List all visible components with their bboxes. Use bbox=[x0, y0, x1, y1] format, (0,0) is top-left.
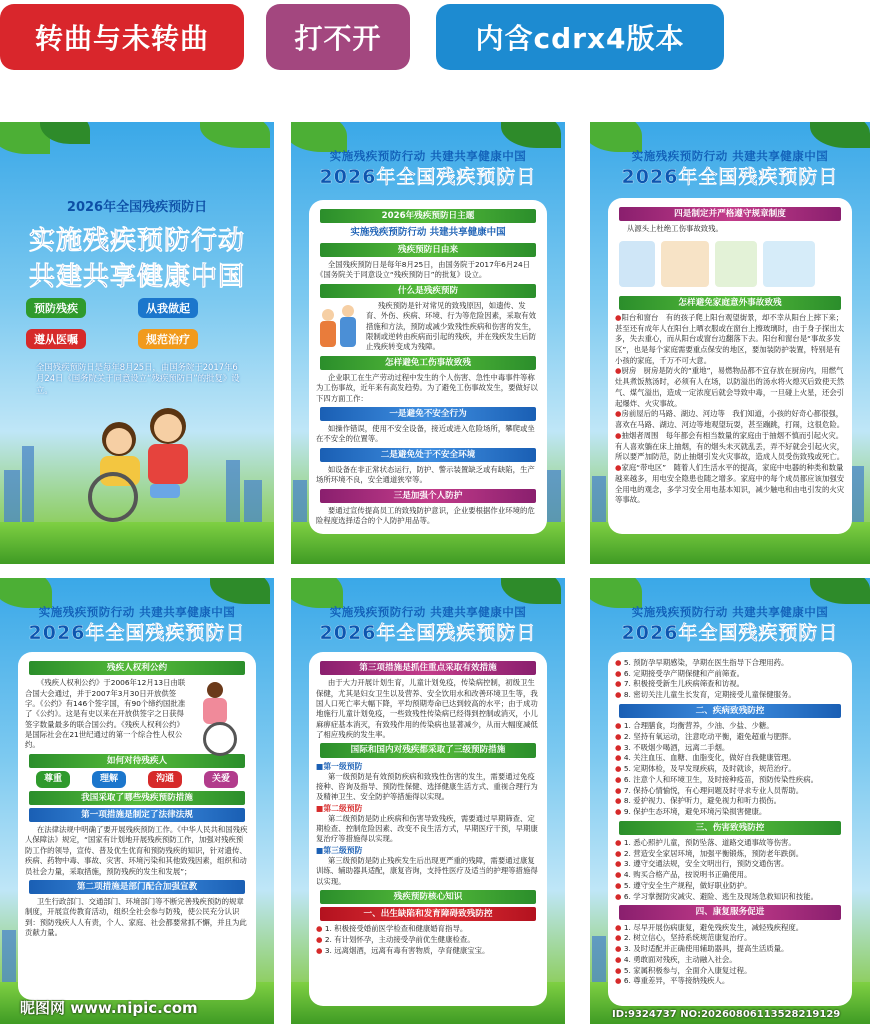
d-item-3: ● 3. 及时适配并正确使用辅助器具，提高生活质量。 bbox=[615, 944, 789, 954]
s2-text: 如设备在非正常状态运行，防护、警示装置缺乏或有缺陷，生产场所环境不良，安全通道狭窄等。 bbox=[316, 465, 535, 485]
s1-text: 如操作错误，使用不安全设备，接近或进入危险场所，攀爬或坐在不安全的位置等。 bbox=[316, 424, 535, 444]
b-item-2: ● 2. 坚持有氧运动，注意吃动平衡，避免超重与肥胖。 bbox=[615, 731, 796, 741]
s3-text: 要通过宣传提高员工的致残防护意识，企业要根据作业环境的危险程度选择适合的个人防护用品等。 bbox=[316, 505, 535, 526]
pill-follow-advice: 遵从医嘱 bbox=[26, 329, 86, 349]
rule-bar: 四是制定并严格遵守规章制度 bbox=[619, 207, 841, 221]
a-item-6: ● 6. 定期接受孕产期保健和产前筛查。 bbox=[615, 668, 745, 678]
a-item-5: ● 5. 预防孕早期感染，孕期在医生指导下合理用药。 bbox=[615, 658, 789, 667]
m1-text: 在法律法规中明确了要开展残疾预防工作。《中华人民共和国残疾人保障法》规定，“国家有计划地开展残疾预防工作，加强对残疾预防工作的领导，宣传、普及优生优育和预防残疾的知识，针对遗传、疾病、药物中毒、事故、灾害、环境污染和其他致残因素，组织和动员社会力量，采取措施，预防残疾的发生和发展”； bbox=[25, 825, 248, 876]
poster4-card bbox=[18, 652, 256, 1000]
m3-bar: 第三项措施是抓住重点采取有效措施 bbox=[320, 661, 536, 675]
poster-2 bbox=[291, 122, 565, 564]
what-text: 残疾预防是针对常见的致残原因，如遗传、发育、外伤、疾病、环境、行为等危险因素，采取有效措施和方法，预防或减少致残性疾病和伤害的发生，限制或逆转由疾病而引起的残疾，并在残疾发生后防止残疾转变成为残障。 bbox=[366, 300, 536, 352]
l3-text: 第三级预防是防止残疾发生后出现更严重的残障，需要通过康复训练、辅助器具适配，康复咨询，支持性医疗及适当的护理等措施得以实现。 bbox=[316, 855, 538, 886]
core1-bar: 一、出生缺陷和发育障碍致残防控 bbox=[320, 907, 536, 921]
home-bar: 怎样避免家庭意外事故致残 bbox=[619, 296, 841, 310]
poster1-main-line1: 实施残疾预防行动 bbox=[28, 226, 245, 256]
conv-text: 《残疾人权利公约》于2006年12月13日由联合国大会通过，并于2007年3月30日开放供签字。《公约》有146个签字国，有90个缔约国批准了《公约》。这是有史以来在开放供签字之日获得签字数量最多的联合国公约。《残疾人权利公约》是国际社会在21世纪通过的第一个综合性人权公约。 bbox=[25, 678, 186, 750]
core1-item-2: ● 2. 有计划怀孕，主动接受孕前优生健康检查。 bbox=[316, 935, 475, 945]
poster2-card bbox=[309, 200, 547, 534]
d-item-6: ● 6. 尊重差异，平等接纳残疾人。 bbox=[615, 976, 730, 986]
pill-start-with-me: 从我做起 bbox=[138, 298, 198, 318]
l1-text: 第一级预防是有效预防疾病和致残性伤害的发生，需要通过免疫接种、咨询及指导、预防性保健、选择健康生活方式、重视合理行为及精神卫生、安全防护等措施得以实现。 bbox=[316, 771, 538, 802]
a-item-7: ● 7. 积极接受新生儿疾病筛查和访视。 bbox=[615, 679, 745, 689]
b-item-1: ● 1. 合理膳食，均衡营养，少油、少盐、少糖。 bbox=[615, 721, 774, 731]
poster3-slogan: 实施残疾预防行动 共建共享健康中国 bbox=[631, 149, 829, 163]
c-item-3: ● 3. 遵守交通法规，安全文明出行，预防交通伤害。 bbox=[615, 859, 789, 869]
poster-5 bbox=[291, 578, 565, 1024]
treat-communicate: 沟通 bbox=[148, 771, 182, 788]
d-item-5: ● 5. 家属积极参与，全面介入康复过程。 bbox=[615, 965, 752, 975]
b-item-4: ● 4. 关注血压、血糖、血脂变化，做好自我健康管理。 bbox=[615, 753, 796, 763]
b-item-3: ● 3. 不吸烟少喝酒，远离二手烟。 bbox=[615, 742, 730, 752]
d-item-2: ● 2. 树立信心，坚持系统规范康复治疗。 bbox=[615, 933, 752, 943]
pill-standard-treatment: 规范治疗 bbox=[138, 329, 198, 349]
poster2-title: 2026年全国残疾预防日 bbox=[319, 166, 537, 188]
origin-text: 全国残疾预防日是每年8月25日，由国务院于2017年6月24日《国务院关于同意设立“残疾预防日”的批复》设立。 bbox=[316, 259, 531, 280]
l2-text: 第二级预防是防止疾病和伤害导致残疾，需要通过早期筛查、定期检查、控制危险因素、改变不良生活方式，早期医疗干预，早期康复治疗等措施得以实现。 bbox=[316, 813, 538, 844]
rule-text: 从源头上杜绝工伤事故致残。 bbox=[626, 224, 723, 234]
treat-care: 关爱 bbox=[204, 771, 238, 788]
m2-bar: 第二项措施是部门配合加强宣教 bbox=[29, 880, 245, 894]
b-item-9: ● 9. 保护生态环境，避免环境污染损害健康。 bbox=[615, 807, 767, 817]
b-item-7: ● 7. 保持心情愉悦，有心理问题及时寻求专业人员帮助。 bbox=[615, 785, 804, 795]
safety-illustration bbox=[615, 237, 845, 293]
poster-4 bbox=[0, 578, 274, 1024]
l1-label: ■第一级预防 bbox=[316, 761, 363, 771]
b3-bar: 三、伤害致残防控 bbox=[619, 821, 841, 835]
a-item-8: ● 8. 密切关注儿童生长发育，定期接受儿童保健服务。 bbox=[615, 690, 796, 700]
poster2-slogan: 实施残疾预防行动 共建共享健康中国 bbox=[329, 149, 527, 163]
measure-bar: 我国采取了哪些残疾预防措施 bbox=[29, 791, 245, 805]
theme-text: 实施残疾预防行动 共建共享健康中国 bbox=[350, 227, 506, 239]
home-item-5: ●家庭“带电区” 随着人们生活水平的提高，家庭中电器的种类和数量越来越多，用电安全隐患也随之增多。家庭中的每个成员都应该加强安全用电的观念，多学习安全用电基本知识，减少触电和由电引发的火灾等事故。 bbox=[615, 463, 845, 505]
children-wheelchair-illustration bbox=[80, 402, 210, 522]
c-item-1: ● 1. 悉心照护儿童，预防坠落、道路交通事故等伤害。 bbox=[615, 837, 796, 847]
s2-bar: 二是避免处于不安全环境 bbox=[320, 448, 536, 462]
intl-bar: 国际和国内对残疾都采取了三级预防措施 bbox=[320, 743, 536, 757]
treat-respect: 尊重 bbox=[36, 771, 70, 788]
s1-bar: 一是避免不安全行为 bbox=[320, 407, 536, 421]
c-item-2: ● 2. 营造安全家居环境，加强平衡锻炼，预防老年跌倒。 bbox=[615, 848, 804, 858]
poster4-slogan: 实施残疾预防行动 共建共享健康中国 bbox=[38, 605, 236, 619]
poster-6 bbox=[590, 578, 870, 1024]
what-bar: 什么是残疾预防 bbox=[320, 284, 536, 298]
poster4-title: 2026年全国残疾预防日 bbox=[28, 622, 246, 644]
poster3-title: 2026年全国残疾预防日 bbox=[621, 166, 839, 188]
home-item-1: ●阳台和窗台 有的孩子爬上阳台观望街景，却不幸从阳台上摔下来；甚至还有成年人在阳台上晒衣服或在窗台上擦玻璃时，由于身子探出太多，失去重心，而从阳台或窗台边翻落下去。阳台和窗台是“事故多发区”，也是每个家庭需要重点保安的地区，要加装防护装置，特别是有小孩的家庭，千万不可大意。 bbox=[615, 312, 845, 365]
m2-text: 卫生行政部门、交通部门、环境部门等不断完善残疾预防的规章制度，开展宣传教育活动，组织全社会参与防残，使公民充分认识到：预防残疾人人有责，个人、家庭、社会都要常抓不懈，并且为此贡献力量。 bbox=[25, 897, 247, 938]
core-bar: 残疾预防核心知识 bbox=[320, 890, 536, 904]
poster6-slogan: 实施残疾预防行动 共建共享健康中国 bbox=[631, 605, 829, 619]
conv-bar: 残疾人权利公约 bbox=[29, 661, 245, 675]
work-text: 企业职工在生产劳动过程中发生的个人伤害、急性中毒事件等称为工伤事故，近年来有高发趋势。为了避免工伤事故发生，要做好以下四方面工作： bbox=[316, 372, 538, 403]
poster3-card bbox=[608, 198, 852, 534]
work-bar: 怎样避免工伤事故致残 bbox=[320, 356, 536, 370]
pill-prevent: 预防残疾 bbox=[26, 298, 86, 318]
core1-item-3: ● 3. 远离烟酒，远离有毒有害物质，孕育健康宝宝。 bbox=[316, 945, 490, 955]
poster6-title: 2026年全国残疾预防日 bbox=[621, 622, 839, 644]
m1-bar: 第一项措施是制定了法律法规 bbox=[29, 808, 245, 822]
home-item-2: ●厨房 厨房是防火的“重地”，易燃物品都不宜存放在厨房内，用燃气灶具煮饭熬汤时，必须有人在场，以防溢出的汤水将火熄灭后致使天然气、煤气溢出，造成一定浓度后就会导致中毒，一旦碰上火星，还会引起爆炸、火灾事故。 bbox=[615, 366, 845, 408]
poster1-main-line2: 共建共享健康中国 bbox=[28, 262, 245, 292]
c-item-6: ● 6. 学习掌握防灾减灾、避险、逃生及现场急救知识和技能。 bbox=[615, 891, 818, 901]
watermark-right: ID:9324737 NO:20260806113528219129 bbox=[612, 1009, 841, 1020]
home-item-4: ●抽烟者周围 每年都会有相当数量的家庭由于抽烟不慎而引起火灾。有人喜欢躺在床上抽烟，有的烟头未灭就乱丢，弄不好就会引起火灾，所以要严加防范，防止抽烟引发火灾事故，造成人员受伤致残或死亡。 bbox=[615, 430, 845, 462]
c-item-4: ● 4. 购买合格产品，按说明书正确使用。 bbox=[615, 870, 752, 880]
poster5-slogan: 实施残疾预防行动 共建共享健康中国 bbox=[329, 605, 527, 619]
b-item-6: ● 6. 注意个人和环境卫生，及时接种疫苗，预防传染性疾病。 bbox=[615, 774, 818, 784]
top-button-cdr-version[interactable]: 内含cdrx4版本 bbox=[436, 4, 724, 70]
treat-bar: 如何对待残疾人 bbox=[29, 754, 245, 768]
poster1-small-title: 2026年全国残疾预防日 bbox=[66, 200, 208, 215]
b2-bar: 二、疾病致残防控 bbox=[619, 704, 841, 718]
b-item-8: ● 8. 爱护视力、保护听力，避免视力和听力损伤。 bbox=[615, 796, 782, 806]
poster5-title: 2026年全国残疾预防日 bbox=[319, 622, 537, 644]
top-button-cannot-open[interactable]: 打不开 bbox=[266, 4, 410, 70]
watermark-left: 昵图网 www.nipic.com bbox=[20, 999, 198, 1017]
l3-label: ■第三级预防 bbox=[316, 845, 363, 855]
c-item-5: ● 5. 遵守安全生产规程，做好职业防护。 bbox=[615, 880, 752, 890]
l2-label: ■第二级预防 bbox=[316, 803, 363, 813]
home-item-3: ●房前屋后的马路、湖边、河边等 我们知道，小孩的好奇心都很强，喜欢在马路、湖边、河边等地观望玩耍，甚至蹦跳，打闹，这很危险。 bbox=[615, 409, 845, 430]
m3-text: 由于大力开展计划生育，儿童计划免疫，传染病控制，初级卫生保健，尤其是妇女卫生以及营养、安全饮用水和改善环境卫生等，我国人口死亡率大幅下降，平均预期寿命已达到较高的水平；由于成功地施行儿童计划免疫，一些致残性传染病已经得到控制或消灭，小儿麻痹症基本消灭，有致残作用的传染病也显著减少，从而大幅度减低了相应残疾的发生率。 bbox=[316, 678, 538, 739]
wheelchair-person-illustration bbox=[189, 678, 249, 751]
family-illustration bbox=[316, 301, 366, 353]
poster1-body: 全国残疾预防日是每年8月25日，由国务院于2017年6月24日《国务院关于同意设立“残疾预防日”的批复》设立。 bbox=[36, 362, 240, 395]
d-item-1: ● 1. 尽早开展伤病康复，避免残疾发生，减轻残疾程度。 bbox=[615, 922, 804, 932]
poster6-card bbox=[608, 652, 852, 1006]
b-item-5: ● 5. 定期体检，及早发现疾病，及时就诊，规范治疗。 bbox=[615, 764, 796, 774]
poster-3 bbox=[590, 122, 870, 564]
theme-bar: 2026年残疾预防日主题 bbox=[320, 209, 536, 223]
poster-1 bbox=[0, 122, 274, 564]
treat-understand: 理解 bbox=[92, 771, 126, 788]
core1-item-1: ● 1. 积极接受婚前医学检查和健康婚育指导。 bbox=[316, 924, 468, 934]
s3-bar: 三是加强个人防护 bbox=[320, 489, 536, 503]
d-item-4: ● 4. 勇敢面对残疾，主动融入社会。 bbox=[615, 954, 737, 964]
b4-bar: 四、康复服务促进 bbox=[619, 905, 841, 919]
top-button-convert[interactable]: 转曲与未转曲 bbox=[0, 4, 244, 70]
origin-bar: 残疾预防日由来 bbox=[320, 243, 536, 257]
poster5-card bbox=[309, 652, 547, 1006]
